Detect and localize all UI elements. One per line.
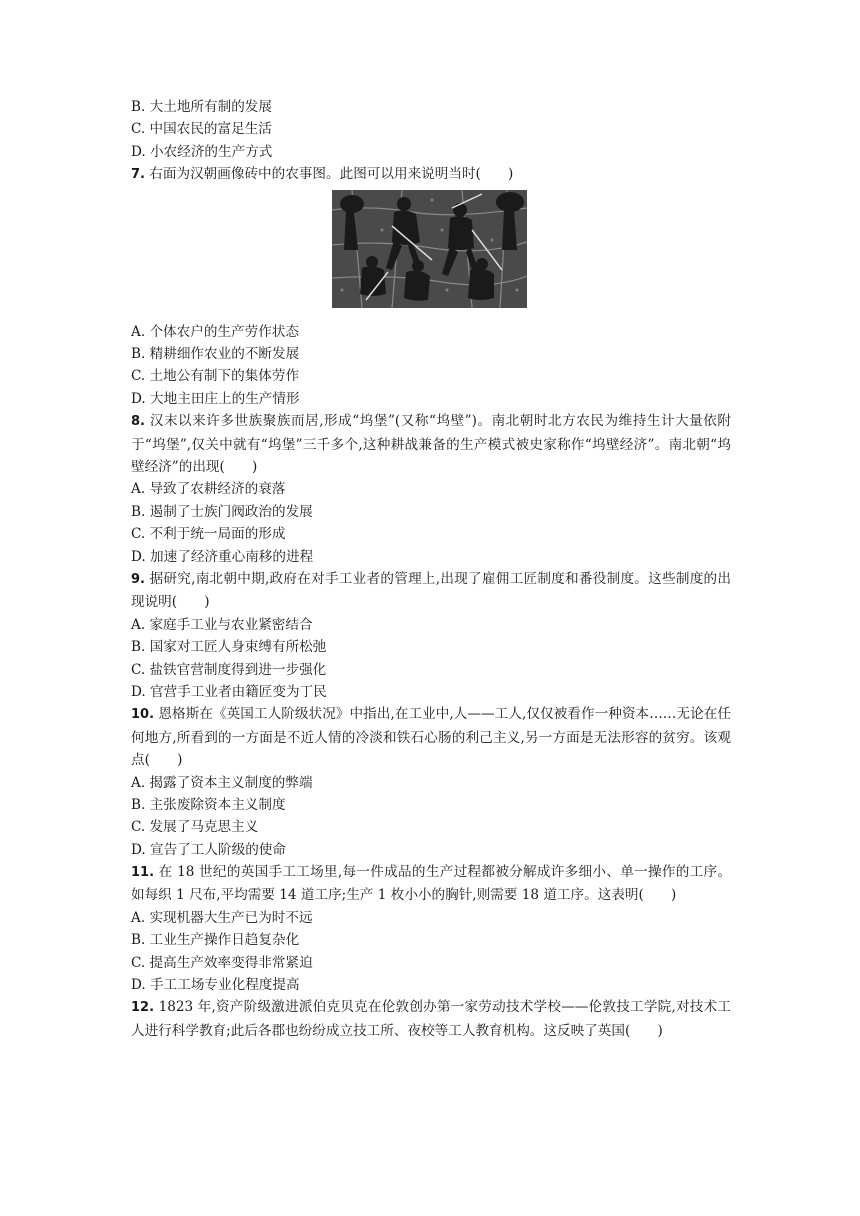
han-brick-farming-image [332,190,527,308]
question-number: 12. [131,1000,155,1016]
option-c: C. 发展了马克思主义 [131,819,259,836]
question-11 [131,861,731,996]
option-d: D. 小农经济的生产方式 [131,143,273,160]
option-b: B. 遏制了士族门阀政治的发展 [131,503,313,520]
option-c: C. 土地公有制下的集体劳作 [131,368,300,385]
question-text: 1823 年,资产阶级激进派伯克贝克在伦敦创办第一家劳动技术学校——伦敦技工学院,对技术工人进行科学教育;此后各郡也纷纷成立技工所、夜校等工人教育机构。这反映了英国( ) [131,999,731,1039]
figure-container [131,190,731,318]
question-12-stem [131,996,731,1042]
question-text: 在 18 世纪的英国手工工场里,每一件成品的生产过程都被分解成许多细小、单一操作的工序。如每织 1 尺布,平均需要 14 道工序;生产 1 枚小小的胸针,则需要 18 道工序。这表明( ) [131,864,731,904]
question-text: 汉末以来许多世族聚族而居,形成“坞堡”(又称“坞壁”)。南北朝时北方农民为维持生计大量依附于“坞堡”,仅关中就有“坞堡”三千多个,这种耕战兼备的生产模式被史家称作“坞壁经济”。南北朝“坞壁经济”的出现( ) [131,413,731,475]
option-a: A. 实现机器大生产已为时不远 [131,909,313,926]
question-10-stem [131,703,731,771]
question-number: 7. [131,167,145,183]
question-text: 右面为汉朝画像砖中的农事图。此图可以用来说明当时( ) [144,166,514,183]
option-b: B. 工业生产操作日趋复杂化 [131,932,300,949]
question-6-options [131,96,731,163]
option-a: A. 导致了农耕经济的衰落 [131,481,286,498]
option-c: C. 不利于统一局面的形成 [131,526,286,543]
option-d: D. 宣告了工人阶级的使命 [131,841,286,858]
question-text: 恩格斯在《英国工人阶级状况》中指出,在工业中,人——工人,仅仅被看作一种资本……无论在任何地方,所看到的一方面是不近人情的冷淡和铁石心肠的利己主义,另一方面是无法形容的贫穷。该观点( ) [131,706,731,769]
question-10 [131,703,731,861]
option-b: B. 大土地所有制的发展 [131,99,272,115]
question-9 [131,568,731,703]
option-c: C. 中国农民的富足生活 [131,121,272,138]
option-d: D. 加速了经济重心南移的进程 [131,548,314,565]
question-number: 11. [131,865,155,881]
option-c: C. 提高生产效率变得非常紧迫 [131,954,313,971]
exam-page [131,96,731,1042]
option-b: B. 精耕细作农业的不断发展 [131,345,300,362]
option-b: B. 主张废除资本主义制度 [131,796,286,813]
question-9-stem [131,568,731,614]
option-d: D. 手工工场专业化程度提高 [131,977,300,994]
farming-scene-illustration [332,190,527,308]
option-a: A. 揭露了资本主义制度的弊端 [131,774,313,791]
question-7 [131,163,731,410]
question-8-stem [131,410,731,478]
option-a: A. 家庭手工业与农业紧密结合 [131,616,313,633]
option-d: D. 大地主田庄上的生产情形 [131,390,300,407]
question-number: 8. [131,414,145,430]
question-number: 10. [131,707,155,723]
question-8 [131,410,731,568]
question-number: 9. [131,571,145,587]
option-a: A. 个体农户的生产劳作状态 [131,323,299,340]
option-d: D. 官营手工业者由籍匠变为丁民 [131,683,327,700]
question-11-stem [131,861,731,907]
question-text: 据研究,南北朝中期,政府在对手工业者的管理上,出现了雇佣工匠制度和番役制度。这些制度的出现说明( ) [131,570,731,611]
option-b: B. 国家对工匠人身束缚有所松弛 [131,639,327,656]
question-12 [131,996,731,1042]
option-c: C. 盐铁官营制度得到进一步强化 [131,661,327,678]
question-7-stem [131,163,731,186]
